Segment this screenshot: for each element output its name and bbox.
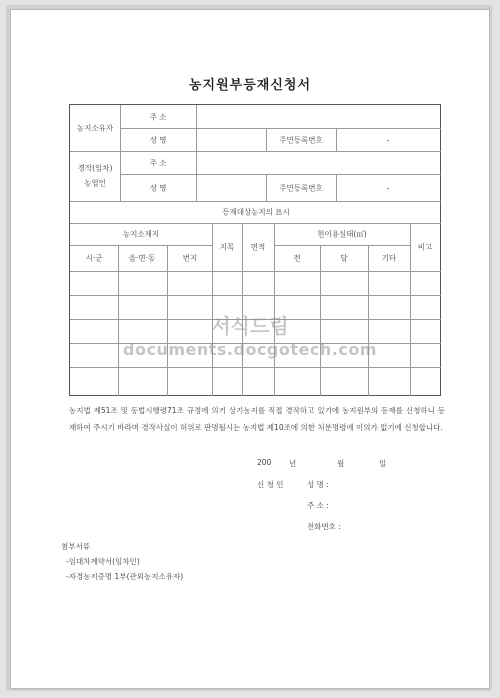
date-year: 200	[257, 458, 272, 467]
declaration-text: 농지법 제51조 및 동법시행령71조 규정에 의거 상기농지를 직접 경작하고 있기에 농지원부의 등재를 신청하니 등재하여 주시기 바라며 경작사실이 허위로 판명될시는 농지법 제10조에 의한 처분명령에 이의가 없기에 신청합니다.	[69, 406, 445, 432]
attachment-item: -자경농지증명 1부(관외농지소유자)	[66, 572, 184, 581]
document-page	[10, 9, 490, 689]
tenant-name-label: 성 명	[149, 183, 167, 193]
current-use-header: 현이용실태(㎡)	[317, 229, 367, 239]
tenant-label-line1: 경작(임차)	[77, 163, 113, 173]
subheader-eupmyeondong: 읍·면·동	[128, 253, 156, 263]
row-divider	[70, 151, 441, 152]
attachment-item: -임대차계약서(임차인)	[66, 557, 140, 566]
applicant-address-label: 주 소 :	[307, 501, 329, 510]
col-divider	[266, 174, 267, 201]
row-divider	[120, 128, 441, 129]
watermark-url: documents.docgotech.com	[123, 340, 377, 359]
col-divider	[266, 128, 267, 151]
row-divider	[70, 223, 441, 224]
col-divider	[336, 128, 337, 151]
row-divider	[70, 271, 441, 272]
subheader-jeon: 전	[293, 253, 301, 263]
col-divider	[336, 174, 337, 201]
area-header: 면적	[250, 242, 266, 252]
owner-resident-no-dash: -	[386, 135, 390, 145]
row-divider	[70, 295, 441, 296]
date-day-unit: 일	[379, 459, 387, 468]
applicant-name-label: 성 명 :	[307, 480, 329, 489]
tenant-resident-no-label: 주민등록번호	[279, 183, 323, 193]
applicant-phone-label: 전화번호 :	[307, 522, 341, 531]
col-divider	[120, 105, 121, 201]
remarks-header: 비고	[417, 242, 433, 252]
tenant-resident-no-dash: -	[386, 183, 390, 193]
row-divider	[70, 367, 441, 368]
tenant-address-label: 주 소	[149, 158, 167, 168]
form-title: 농지원부등재신청서	[188, 78, 312, 93]
row-divider	[120, 174, 441, 175]
date-month-unit: 월	[337, 459, 345, 468]
row-divider	[70, 201, 441, 202]
subheader-sigun: 시·군	[85, 253, 103, 263]
tenant-label-line2: 농업인	[84, 178, 106, 188]
subheader-beonji: 번지	[182, 253, 198, 263]
row-divider	[70, 245, 212, 246]
date-year-unit: 년	[289, 459, 297, 468]
subheader-gita: 기타	[381, 253, 397, 263]
land-section-title: 등재대상농지의 표시	[222, 207, 290, 217]
subheader-dap: 답	[340, 253, 348, 263]
location-header: 농지소재지	[122, 229, 160, 239]
watermark-title: 서식드림	[211, 314, 289, 338]
applicant-label: 신 청 인	[257, 480, 284, 489]
col-divider	[196, 105, 197, 201]
owner-resident-no-label: 주민등록번호	[279, 135, 323, 145]
attachments-title: 첨부서류	[61, 542, 90, 551]
row-divider	[274, 245, 410, 246]
owner-label: 농지소유자	[76, 123, 114, 133]
owner-address-label: 주 소	[149, 112, 167, 122]
jimok-header: 지목	[219, 242, 235, 252]
owner-name-label: 성 명	[149, 135, 167, 145]
